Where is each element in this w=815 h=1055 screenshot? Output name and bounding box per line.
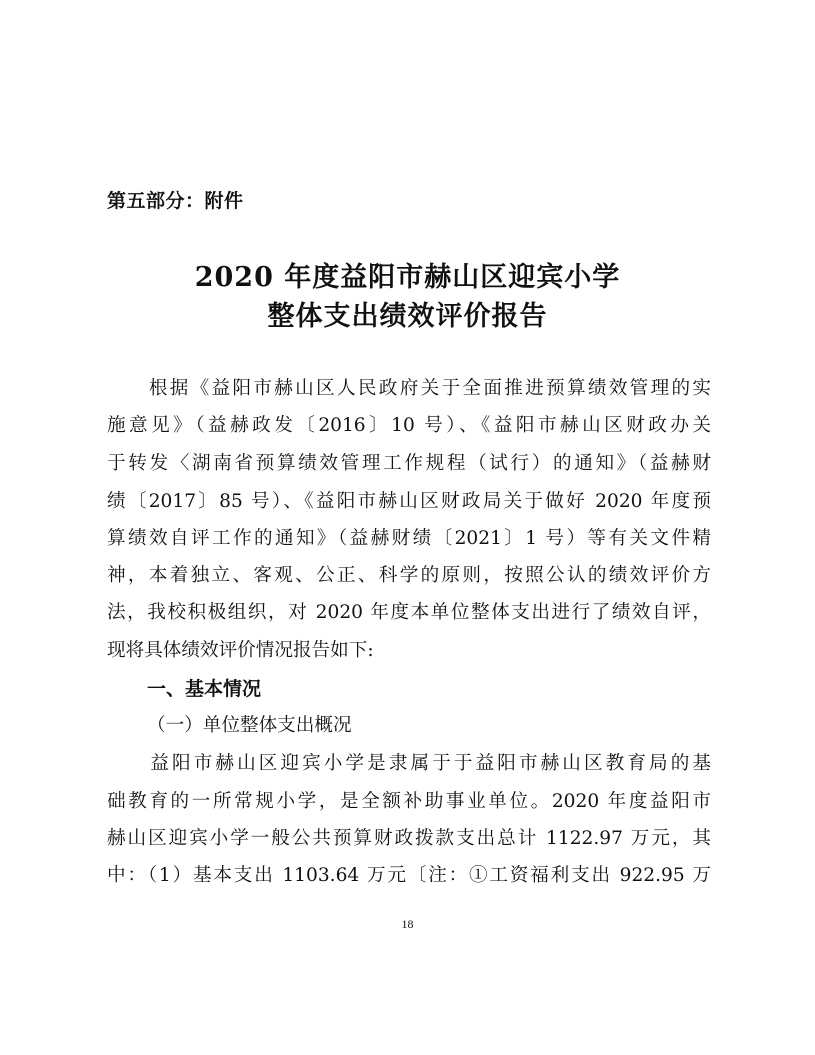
intro-line: 神，本着独立、客观、公正、科学的原则，按照公认的绩效评价方 — [107, 565, 711, 586]
intro-line: 法，我校积极组织，对 2020 年度本单位整体支出进行了绩效自评， — [107, 602, 711, 623]
subheading-overall-expenditure: （一）单位整体支出概况 — [147, 715, 352, 736]
page-number: 18 — [401, 917, 414, 931]
intro-line: 算绩效自评工作的通知》（益赫财绩〔2021〕1 号）等有关文件精 — [107, 528, 711, 549]
section-label: 第五部分：附件 — [107, 190, 244, 212]
intro-line: 于转发〈湖南省预算绩效管理工作规程（试行）的通知》（益赫财 — [107, 453, 711, 474]
intro-line: 根据《益阳市赫山区人民政府关于全面推进预算绩效管理的实 — [107, 378, 711, 399]
body-line: 础教育的一所常规小学，是全额补助事业单位。2020 年度益阳市 — [107, 791, 711, 812]
body-line: 益阳市赫山区迎宾小学是隶属于于益阳市赫山区教育局的基 — [107, 753, 711, 774]
intro-line: 施意见》（益赫政发〔2016〕10 号）、《益阳市赫山区财政办关 — [107, 415, 711, 436]
report-title-line-2: 整体支出绩效评价报告 — [267, 301, 548, 332]
body-line: 赫山区迎宾小学一般公共预算财政拨款支出总计 1122.97 万元，其 — [107, 828, 711, 849]
body-line: 中：（1）基本支出 1103.64 万元〔注：①工资福利支出 922.95 万 — [107, 865, 711, 886]
report-title-line-1: 2020 年度益阳市赫山区迎宾小学 — [194, 262, 621, 293]
heading-basic-situation: 一、基本情况 — [147, 678, 262, 700]
intro-line: 绩〔2017〕85 号）、《益阳市赫山区财政局关于做好 2020 年度预 — [107, 491, 711, 512]
intro-line: 现将具体绩效评价情况报告如下: — [107, 640, 374, 661]
